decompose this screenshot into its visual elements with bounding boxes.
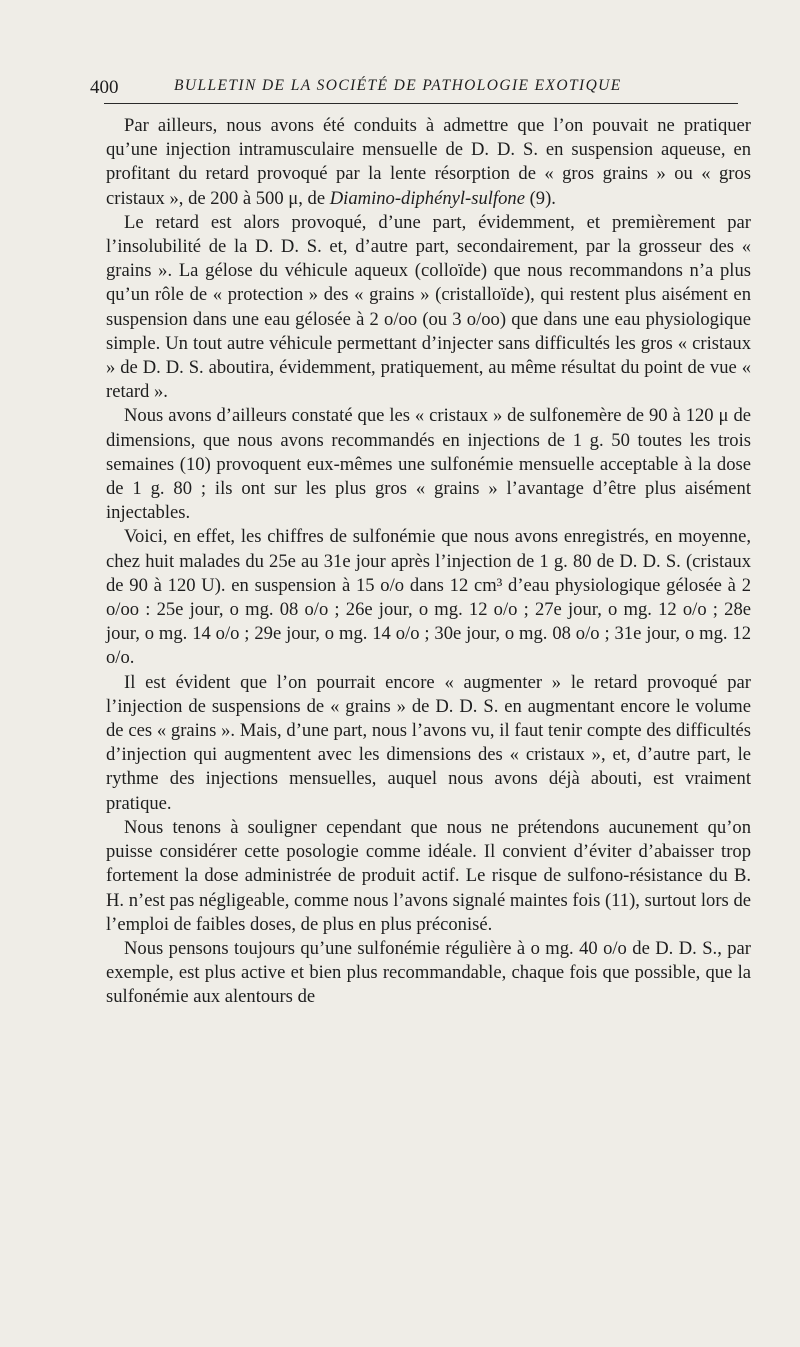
italic-term: Diamino-diphényl-sulfone — [329, 187, 525, 209]
paragraph-text: (9). — [524, 187, 556, 209]
paragraph: Il est évident que l’on pourrait encore « augmenter » le retard provoqué par l’injection de suspensions de « grains » de D. D. S. en augmentant encore le volume de ces « grains ». Mais, d’une part, nous l’avons vu, il faut tenir compte des difficultés d’injection qui augmentent avec les dimensions des « cristaux », et, d’autre part, le rythme des injections mensuelles, auquel nous avons déjà abouti, est vraiment pratique. — [106, 671, 751, 814]
paragraph: Nous avons d’ailleurs constaté que les « cristaux » de sulfonemère de 90 à 120 μ de dimensions, que nous avons recommandés en injections de 1 g. 50 toutes les trois semaines (10) provoquent eux-mêmes une sulfonémie mensuelle acceptable à la dose de 1 g. 80 ; ils ont sur les plus gros « grains » l’avantage d’être plus aisément injectables. — [106, 405, 751, 524]
page-header — [90, 73, 750, 101]
body-text — [106, 114, 751, 1010]
page-number: 400 — [90, 77, 119, 98]
running-title: BULLETIN DE LA SOCIÉTÉ DE PATHOLOGIE EXOTIQUE — [174, 77, 622, 94]
paragraph-text: Par ailleurs, nous avons été conduits à admettre que l’on pouvait ne pratiquer qu’une injection intramusculaire mensuelle de D. D. S. en suspension aqueuse, en profitant du retard provoqué par la lente résorption de « gros grains » ou « gros cristaux », de 200 à 500 μ, de — [106, 115, 751, 209]
paragraph: Le retard est alors provoqué, d’une part, évidemment, et premièrement par l’insolubilité de la D. D. S. et, d’autre part, secondairement, par la grosseur des « grains ». La gélose du véhicule aqueux (colloïde) que nous recommandons n’a plus qu’un rôle de « protection » des « grains » (cristalloïde), qui restent plus aisément en suspension dans une eau gélosée à 2 o/oo (ou 3 o/oo) que dans une eau physiologique simple. Un tout autre véhicule permettant d’injecter sans difficultés les gros « cristaux » de D. D. S. aboutira, évidemment, pratiquement, au même résultat du point de vue « retard ». — [106, 211, 751, 403]
paragraph: Voici, en effet, les chiffres de sulfonémie que nous avons enregistrés, en moyenne, chez huit malades du 25e au 31e jour après l’injection de 1 g. 80 de D. D. S. (cristaux de 90 à 120 U). en suspension à 15 o/o dans 12 cm³ d’eau physiologique gélosée à 2 o/oo : 25e jour, o mg. 08 o/o ; 26e jour, o mg. 12 o/o ; 27e jour, o mg. 12 o/o ; 28e jour, o mg. 14 o/o ; 29e jour, o mg. 14 o/o ; 30e jour, o mg. 08 o/o ; 31e jour, o mg. 12 o/o. — [106, 526, 751, 669]
paragraph: Nous pensons toujours qu’une sulfonémie régulière à o mg. 40 o/o de D. D. S., par exemple, est plus active et bien plus recommandable, chaque fois que possible, que la sulfonémie aux alentours de — [106, 937, 751, 1008]
paragraph: Nous tenons à souligner cependant que nous ne prétendons aucunement qu’on puisse considérer cette posologie comme idéale. Il convient d’éviter d’abaisser trop fortement la dose administrée de produit actif. Le risque de sulfono-résistance du B. H. n’est pas négligeable, comme nous l’avons signalé maintes fois (11), surtout lors de l’emploi de faibles doses, de plus en plus préconisé. — [106, 816, 751, 935]
header-rule — [104, 103, 738, 104]
paragraph — [106, 114, 751, 211]
